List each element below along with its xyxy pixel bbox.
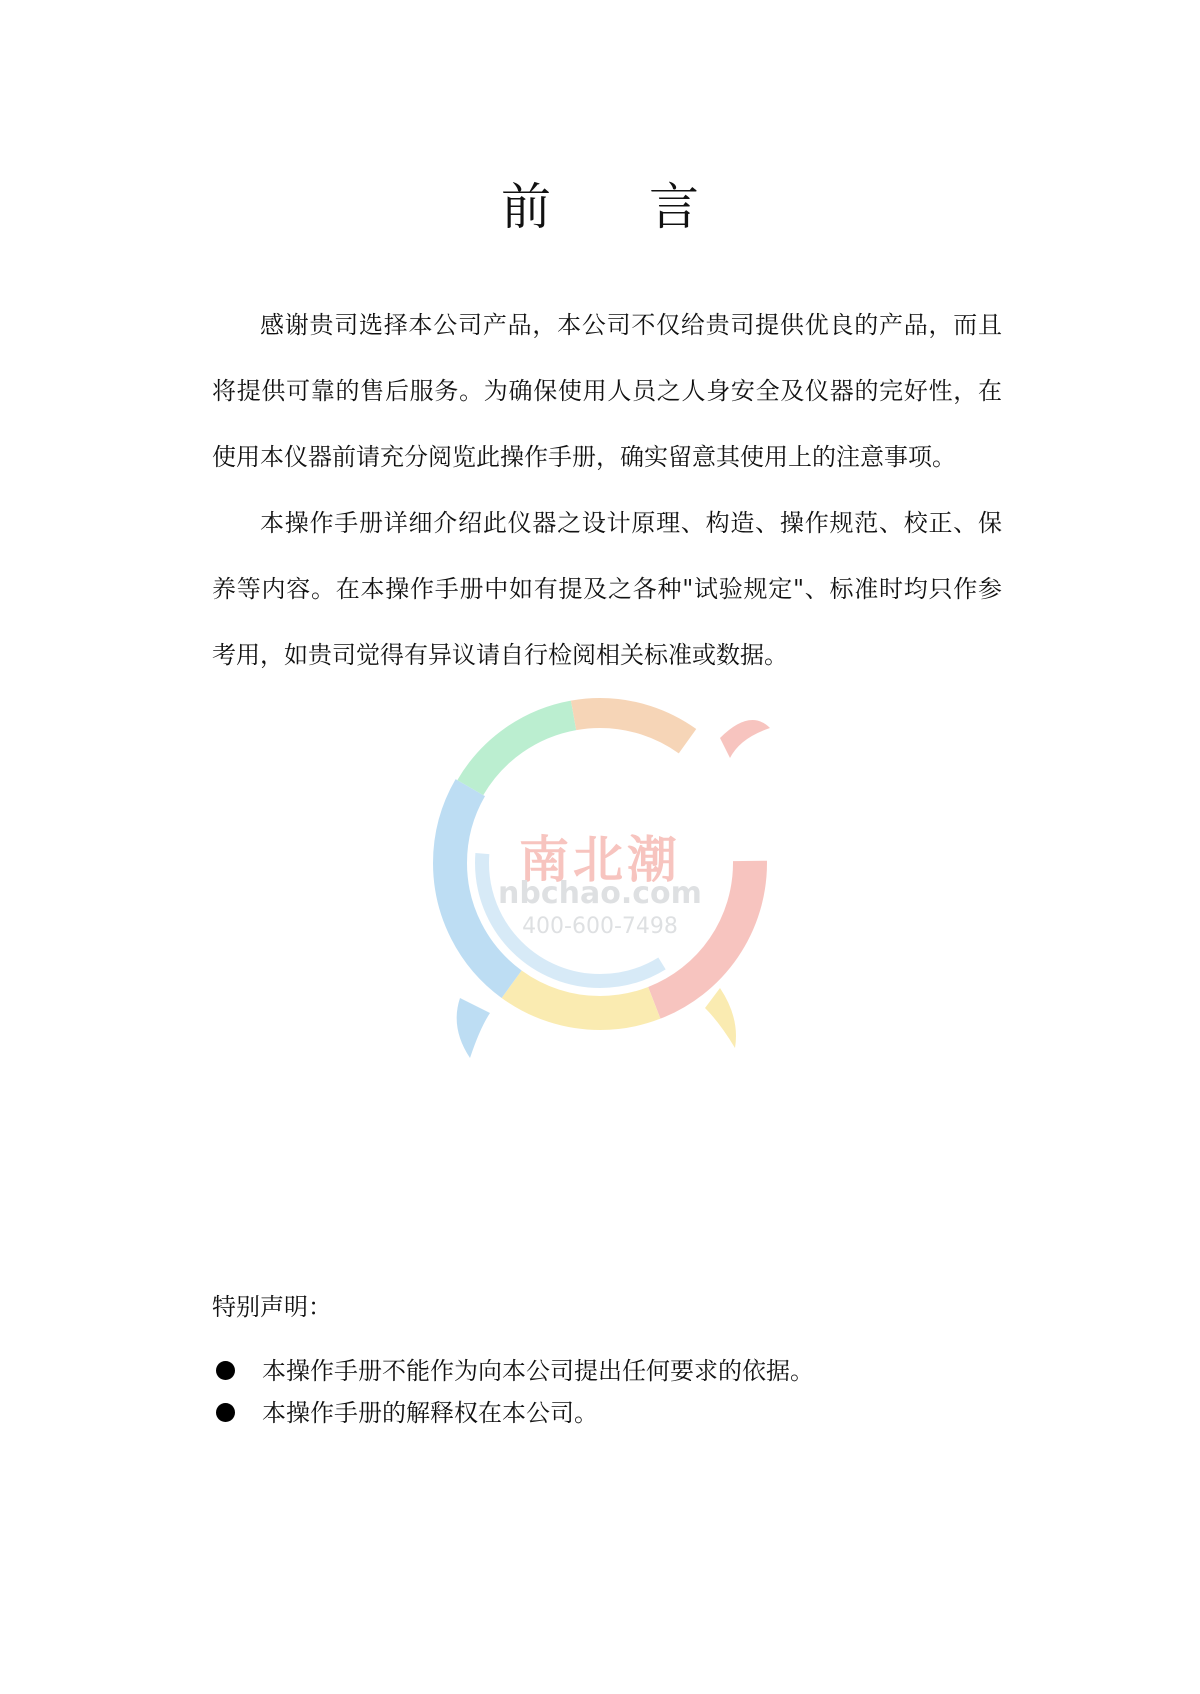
page-title: [0, 172, 1200, 242]
preface-body: [212, 292, 1002, 688]
notice-item-text: 本操作手册的解释权在本公司。: [262, 1399, 598, 1427]
notice-item-text: 本操作手册不能作为向本公司提出任何要求的依据。: [262, 1357, 814, 1385]
preface-paragraph-1: 感谢贵司选择本公司产品，本公司不仅给贵司提供优良的产品，而且将提供可靠的售后服务。为确保使用人员之人身安全及仪器的完好性，在使用本仪器前请充分阅览此操作手册，确实留意其使用上的注意事项。: [212, 311, 1002, 471]
special-notice: [212, 1290, 1002, 1438]
bullet-icon: [216, 1403, 235, 1422]
watermark-cn-text: 南北潮: [519, 831, 681, 889]
watermark-phone-text: 400-600-7498: [522, 914, 678, 939]
list-item: [212, 1396, 1002, 1430]
bullet-icon: [216, 1361, 235, 1380]
notice-heading: 特别声明：: [212, 1293, 332, 1321]
watermark-domain-text: nbchao.com: [498, 876, 702, 911]
notice-list: [212, 1354, 1002, 1430]
preface-paragraph-2: 本操作手册详细介绍此仪器之设计原理、构造、操作规范、校正、保养等内容。在本操作手册中如有提及之各种"试验规定"、标准时均只作参考用，如贵司觉得有异议请自行检阅相关标准或数据。: [212, 509, 1002, 669]
title-char-1: 前: [501, 178, 551, 236]
title-char-2: 言: [649, 178, 699, 236]
list-item: [212, 1354, 1002, 1388]
watermark-logo: [390, 668, 810, 1088]
